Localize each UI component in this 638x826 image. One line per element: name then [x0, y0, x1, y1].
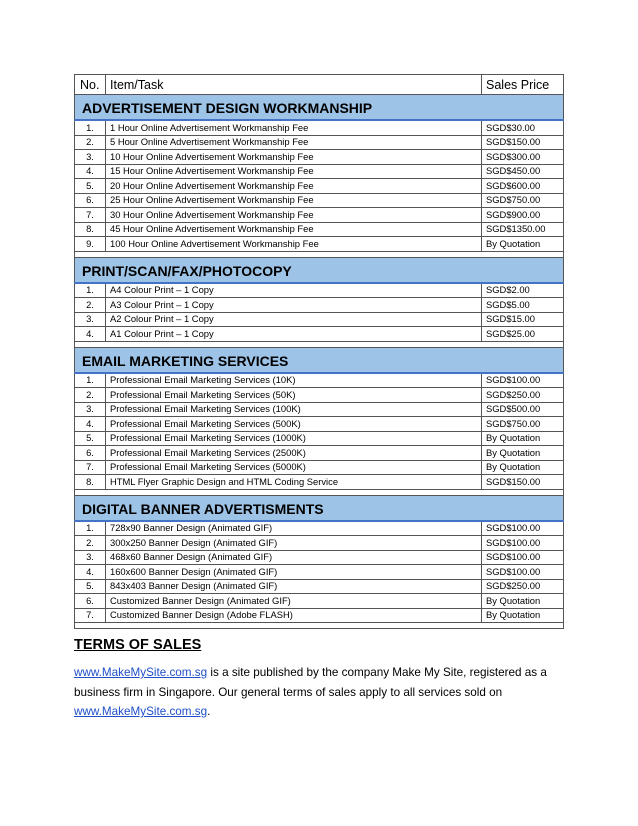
row-price: SGD$250.00	[482, 579, 564, 594]
row-number: 7.	[75, 208, 106, 223]
row-item: 20 Hour Online Advertisement Workmanship Fee	[106, 179, 482, 194]
table-row	[75, 164, 564, 179]
table-row	[75, 135, 564, 150]
table-row	[75, 402, 564, 417]
row-number: 8.	[75, 222, 106, 237]
table-row	[75, 237, 564, 252]
table-row	[75, 536, 564, 551]
table-row	[75, 298, 564, 313]
header-no: No.	[75, 75, 106, 95]
row-item: Customized Banner Design (Adobe FLASH)	[106, 608, 482, 623]
row-number: 2.	[75, 298, 106, 313]
table-row	[75, 475, 564, 490]
row-item: Professional Email Marketing Services (100K)	[106, 402, 482, 417]
table-row	[75, 417, 564, 432]
row-item: 468x60 Banner Design (Animated GIF)	[106, 550, 482, 565]
row-price: By Quotation	[482, 237, 564, 252]
row-item: Professional Email Marketing Services (500K)	[106, 417, 482, 432]
row-number: 4.	[75, 327, 106, 342]
table-row	[75, 150, 564, 165]
row-number: 3.	[75, 550, 106, 565]
row-item: 160x600 Banner Design (Animated GIF)	[106, 565, 482, 580]
row-price: SGD$100.00	[482, 565, 564, 580]
row-number: 4.	[75, 417, 106, 432]
section-header-row	[75, 95, 564, 121]
row-number: 5.	[75, 431, 106, 446]
row-item: 10 Hour Online Advertisement Workmanship Fee	[106, 150, 482, 165]
section-title: ADVERTISEMENT DESIGN WORKMANSHIP	[75, 95, 564, 121]
row-price: SGD$300.00	[482, 150, 564, 165]
row-price: By Quotation	[482, 460, 564, 475]
row-item: Professional Email Marketing Services (10K)	[106, 373, 482, 388]
row-number: 1.	[75, 373, 106, 388]
row-item: A1 Colour Print – 1 Copy	[106, 327, 482, 342]
terms-text: is a site published by the company Make My Site, registered as a business firm in Singapore. Our general terms of sales apply to all services sold on	[74, 666, 547, 699]
row-item: Professional Email Marketing Services (5000K)	[106, 460, 482, 475]
row-number: 3.	[75, 402, 106, 417]
row-item: Professional Email Marketing Services (50K)	[106, 388, 482, 403]
row-item: Professional Email Marketing Services (2500K)	[106, 446, 482, 461]
table-row	[75, 193, 564, 208]
row-number: 2.	[75, 135, 106, 150]
row-price: SGD$15.00	[482, 312, 564, 327]
row-item: 45 Hour Online Advertisement Workmanship Fee	[106, 222, 482, 237]
row-price: By Quotation	[482, 608, 564, 623]
table-row	[75, 179, 564, 194]
header-item: Item/Task	[106, 75, 482, 95]
row-item: A2 Colour Print – 1 Copy	[106, 312, 482, 327]
row-number: 8.	[75, 475, 106, 490]
table-row	[75, 579, 564, 594]
row-item: 100 Hour Online Advertisement Workmanship Fee	[106, 237, 482, 252]
section-title: PRINT/SCAN/FAX/PHOTOCOPY	[75, 257, 564, 283]
row-price: SGD$450.00	[482, 164, 564, 179]
header-price: Sales Price	[482, 75, 564, 95]
terms-end: .	[207, 705, 211, 719]
row-number: 7.	[75, 608, 106, 623]
row-item: 15 Hour Online Advertisement Workmanship Fee	[106, 164, 482, 179]
row-number: 3.	[75, 312, 106, 327]
row-price: SGD$30.00	[482, 120, 564, 135]
price-table	[74, 74, 564, 629]
terms-heading: TERMS OF SALES	[74, 637, 202, 653]
row-number: 4.	[75, 565, 106, 580]
row-item: 30 Hour Online Advertisement Workmanship Fee	[106, 208, 482, 223]
row-item: 843x403 Banner Design (Animated GIF)	[106, 579, 482, 594]
row-item: 728x90 Banner Design (Animated GIF)	[106, 521, 482, 536]
section-header-row	[75, 495, 564, 521]
row-item: 25 Hour Online Advertisement Workmanship Fee	[106, 193, 482, 208]
section-spacer-row	[75, 623, 564, 629]
row-price: SGD$600.00	[482, 179, 564, 194]
row-number: 6.	[75, 446, 106, 461]
price-table-body	[75, 75, 564, 629]
row-price: SGD$100.00	[482, 521, 564, 536]
row-price: SGD$100.00	[482, 550, 564, 565]
table-row	[75, 208, 564, 223]
row-item: Professional Email Marketing Services (1000K)	[106, 431, 482, 446]
row-number: 2.	[75, 388, 106, 403]
row-price: SGD$2.00	[482, 283, 564, 298]
row-price: SGD$750.00	[482, 417, 564, 432]
row-number: 6.	[75, 594, 106, 609]
row-price: SGD$1350.00	[482, 222, 564, 237]
row-price: SGD$100.00	[482, 373, 564, 388]
row-price: By Quotation	[482, 446, 564, 461]
row-price: By Quotation	[482, 594, 564, 609]
row-price: SGD$150.00	[482, 135, 564, 150]
section-title: DIGITAL BANNER ADVERTISMENTS	[75, 495, 564, 521]
row-number: 4.	[75, 164, 106, 179]
table-row	[75, 222, 564, 237]
table-row	[75, 608, 564, 623]
terms-body	[74, 663, 564, 722]
table-row	[75, 565, 564, 580]
row-item: 5 Hour Online Advertisement Workmanship Fee	[106, 135, 482, 150]
row-price: SGD$100.00	[482, 536, 564, 551]
table-row	[75, 312, 564, 327]
section-header-row	[75, 347, 564, 373]
table-row	[75, 460, 564, 475]
table-row	[75, 388, 564, 403]
row-price: SGD$750.00	[482, 193, 564, 208]
row-price: SGD$900.00	[482, 208, 564, 223]
row-price: SGD$5.00	[482, 298, 564, 313]
row-number: 1.	[75, 120, 106, 135]
row-item: Customized Banner Design (Animated GIF)	[106, 594, 482, 609]
row-item: A4 Colour Print – 1 Copy	[106, 283, 482, 298]
row-number: 3.	[75, 150, 106, 165]
section-header-row	[75, 257, 564, 283]
table-row	[75, 550, 564, 565]
row-price: SGD$150.00	[482, 475, 564, 490]
row-number: 2.	[75, 536, 106, 551]
section-title: EMAIL MARKETING SERVICES	[75, 347, 564, 373]
site-link[interactable]: www.MakeMySite.com.sg	[74, 666, 208, 679]
row-price: SGD$500.00	[482, 402, 564, 417]
row-number: 1.	[75, 283, 106, 298]
site-link-2[interactable]: www.MakeMySite.com.sg	[74, 705, 208, 719]
row-number: 6.	[75, 193, 106, 208]
row-number: 7.	[75, 460, 106, 475]
table-row	[75, 521, 564, 536]
row-item: A3 Colour Print – 1 Copy	[106, 298, 482, 313]
row-price: SGD$250.00	[482, 388, 564, 403]
row-number: 5.	[75, 579, 106, 594]
row-number: 1.	[75, 521, 106, 536]
section-spacer	[75, 623, 564, 629]
row-number: 5.	[75, 179, 106, 194]
table-row	[75, 283, 564, 298]
row-item: 300x250 Banner Design (Animated GIF)	[106, 536, 482, 551]
row-number: 9.	[75, 237, 106, 252]
row-price: SGD$25.00	[482, 327, 564, 342]
table-row	[75, 327, 564, 342]
row-item: HTML Flyer Graphic Design and HTML Coding Service	[106, 475, 482, 490]
table-row	[75, 373, 564, 388]
table-header-row	[75, 75, 564, 95]
table-row	[75, 446, 564, 461]
row-item: 1 Hour Online Advertisement Workmanship Fee	[106, 120, 482, 135]
table-row	[75, 120, 564, 135]
table-row	[75, 594, 564, 609]
table-row	[75, 431, 564, 446]
row-price: By Quotation	[482, 431, 564, 446]
